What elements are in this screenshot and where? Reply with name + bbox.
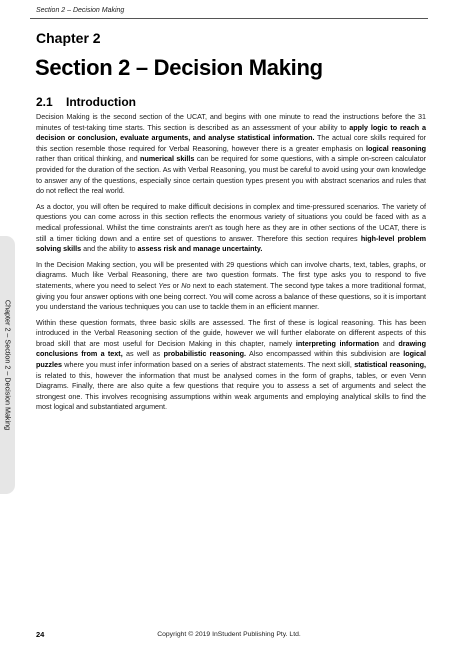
text-run: The actual core skills required for this section resemble those required for Verbal Reasoning, however there is a greater emphasis on <box>36 133 426 153</box>
text-run: Decision Making is the second section of the UCAT, and begins with one minute to read the instructions before the 31 minutes of test-taking time starts. This section is described as an assessment of your ability to <box>36 112 426 132</box>
body-text <box>36 112 426 418</box>
bold-phrase: statistical reasoning, <box>354 360 426 370</box>
text-run: next to each statement. The second type takes a more traditional format, giving you four answer options with one being correct. You will come across a balance of these questions, so it is important you understand the various techniques you can use to tackle them in an efficient manner. <box>36 280 426 312</box>
paragraph <box>36 202 426 255</box>
bold-phrase: logical reasoning <box>366 143 426 153</box>
bold-phrase: probabilistic reasoning. <box>163 349 247 359</box>
text-run: or <box>170 280 182 290</box>
running-head: Section 2 – Decision Making <box>36 7 125 14</box>
text-run: and <box>379 338 399 348</box>
text-run: where you must infer information based on a series of abstract statements. The next skill, <box>61 360 355 370</box>
text-run: as well as <box>122 349 164 359</box>
chapter-label: Chapter 2 <box>36 30 101 46</box>
page-title: Section 2 – Decision Making <box>35 55 323 80</box>
bold-phrase: apply logic to reach a decision or conclusion, evaluate arguments, and analyse statistical information. <box>36 122 426 143</box>
text-run: rather than critical thinking, and <box>36 154 141 164</box>
paragraph <box>36 112 426 197</box>
header-rule <box>30 18 428 19</box>
italic-phrase: Yes <box>158 280 171 290</box>
paragraph <box>36 260 426 313</box>
section-number: 2.1 <box>36 95 53 109</box>
text-run: In the Decision Making section, you will be presented with 29 questions which can involve charts, text, tables, graphs, or diagrams. Much like Verbal Reasoning, there are two question formats. The first type asks you to respond to five statements, where you need to select <box>36 259 426 290</box>
bold-phrase: assess risk and manage uncertainty. <box>137 244 263 254</box>
bold-phrase: interpreting information <box>295 338 380 348</box>
bold-phrase: drawing conclusions from a text, <box>36 338 426 359</box>
text-run: can be required for some questions, with a simple on-screen calculator provided for the duration of the section. As with Verbal Reasoning, you must be careful to avoid using your own knowledge to answer any of the questions, especially since certain question types present you with abstract scenarios and rules that do not reflect the real world. <box>36 154 427 196</box>
italic-phrase: No <box>181 280 191 290</box>
paragraph <box>36 318 426 413</box>
text-run: and the ability to <box>81 244 138 254</box>
bold-phrase: high-level problem solving skills <box>36 233 426 254</box>
text-run: Also encompassed within this subdivision are <box>246 349 404 359</box>
text-run: is related to this, however the information that must be analysed comes in the form of graphs, tables, or even Venn Diagrams. Finally, there are also quite a few questions that require you to assess a set of arguments and select the strongest one. This involves recognising assumptions within weak arguments and employing analytical skills to find the most logical and substantiated argument. <box>36 370 426 412</box>
page-number: 24 <box>36 630 45 639</box>
section-title: Introduction <box>66 95 136 109</box>
bold-phrase: numerical skills <box>140 154 195 164</box>
text-run: Within these question formats, three basic skills are assessed. The first of these is logical reasoning. This has been introduced in the Verbal Reasoning section of the guide, however we will further elaborate on different aspects of this broad skill that are most useful for Decision Making in this chapter, namely <box>36 317 426 348</box>
chapter-side-tab-label: Chapter 2 – Section 2 – Decision Making <box>3 299 12 431</box>
bold-phrase: logical puzzles <box>36 349 426 370</box>
text-run: As a doctor, you will often be required to make difficult decisions in complex and time-pressured scenarios. The variety of questions you can come across in this section reflects the enormous variety of situations you could be faced with as a medical professional. Whilst the time constraints aren't as tough here as they are in other sections of the UCAT, there is still a timer ticking down and a entire set of questions to answer. Therefore this section requires <box>36 201 426 243</box>
copyright-notice: Copyright © 2019 InStudent Publishing Pty. Ltd. <box>157 631 301 638</box>
